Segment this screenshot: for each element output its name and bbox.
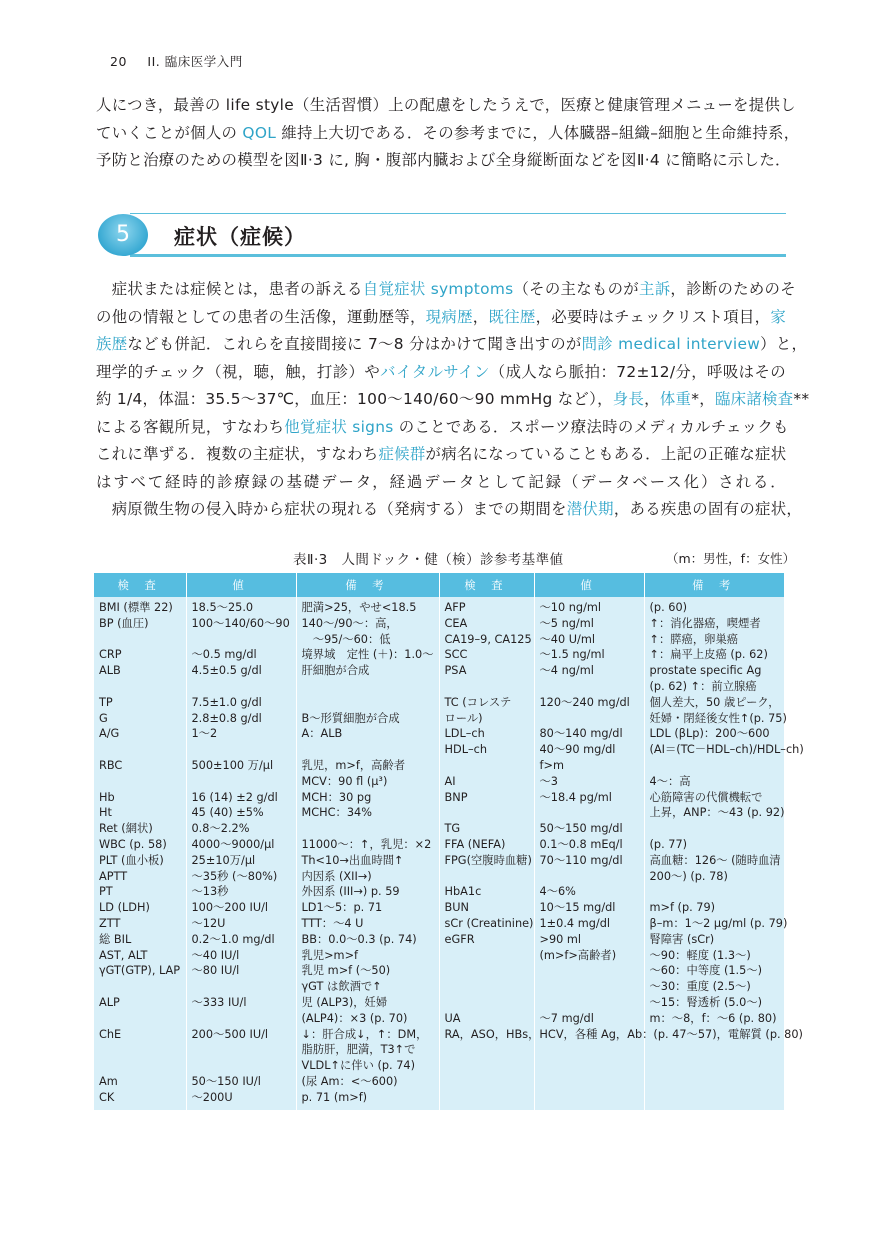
chapter-title: II. 臨床医学入門: [147, 54, 243, 69]
text-run: ，: [644, 390, 660, 408]
text-line: [96, 414, 789, 442]
table-legend-note: （m：男性，f：女性）: [666, 551, 796, 566]
highlighted-term: QOL: [242, 123, 277, 142]
body-paragraph: [96, 276, 810, 524]
text-line: [96, 359, 786, 387]
col-header-value-1: 値: [186, 573, 296, 597]
text-line: [96, 120, 800, 148]
text-run: （その主なものが: [513, 280, 639, 298]
col-header-remarks-2: 備 考: [644, 573, 784, 597]
text-run: 維持上大切である．その参考までに，人体臓器–組織–細胞と生命維持系，: [276, 123, 800, 142]
col-header-test-2: 検 査: [439, 573, 534, 597]
heading-top-rule: [130, 213, 786, 214]
highlighted-term: 他覚症状 signs: [284, 417, 394, 436]
highlighted-term: 症候群: [378, 445, 426, 463]
reference-values-table: [94, 573, 804, 1110]
running-header: [110, 52, 243, 70]
text-run: ，: [472, 307, 489, 326]
table-header-row: [94, 573, 784, 597]
remarks-right: (p. 60) ↑：消化器癌，喫煙者 ↑：膵癌，卵巣癌 ↑：扁平上皮癌 (p. 62) prostate specific Ag (p. 62) ↑：前立腺癌 個人差大，50 歳ピーク， 妊婦・閉経後女性↑(p. 75) LDL (βLp)：200～600 (AI＝(TC－HDL–ch)/HDL–ch) 4～：高 心筋障害の代償機転で 上昇，ANP：～43 (p. 92) (p. 77) 高血糖：126～ (随時血清 200～) (p. 78) m>f (p. 79) β–m：1～2 μg/ml (p. 79) 腎障害 (sCr) ～90：軽度 (1.3～) ～60：中等度 (1.5～) ～30：重度 (2.5～) ～15：腎透析 (5.0～) m：～8，f：～6 (p. 80): [649, 601, 804, 1025]
col-header-remarks-1: 備 考: [296, 573, 439, 597]
test-names-right: AFP CEA CA19–9, CA125 SCC PSA TC (コレステ ロール) LDL–ch HDL–ch AI BNP TG FFA (NEFA) FPG(空腹時血糖) HbA1c BUN sCr (Creatinine) eGFR UA RA，ASO，HBs，HCV，各種 Ag，Ab：(p. 47～57)，電解質 (p. 80): [439, 597, 534, 1110]
text-run: 人につき，最善の life style（生活習慣）上の配慮をしたうえで，医療と健康管理メニューを提供し: [96, 96, 796, 114]
text-run: 約 1/4，体温：35.5～37℃，血圧：100～140/60～90 mmHg など），: [96, 390, 613, 408]
text-line: [96, 276, 796, 304]
highlighted-term: 既往歴: [488, 307, 536, 326]
col-header-test-1: 検 査: [94, 573, 186, 597]
highlighted-term: 族歴: [96, 335, 128, 353]
section-number-badge: 5: [98, 214, 148, 256]
text-run: なども併記．これらを直接間接に 7～8 分はかけて聞き出すのが: [127, 335, 582, 353]
page-number: 20: [110, 54, 127, 69]
text-line: [96, 331, 808, 359]
text-line: [96, 441, 786, 469]
heading-bottom-rule: [130, 254, 786, 257]
values-right: ～10 ng/ml ～5 ng/ml ～40 U/ml ～1.5 ng/ml ～4 ng/ml 120～240 mg/dl 80～140 mg/dl 40～90 mg/dl f>m ～3 ～18.4 pg/ml 50～150 mg/dl 0.1～0.8 mEq/l 70～110 mg/dl 4～6% 10～15 mg/dl 1±0.4 mg/dl >90 ml (m>f>高齢者) ～7 mg/dl: [534, 597, 644, 1110]
text-run: *，: [691, 390, 715, 408]
text-run: のことである．スポーツ療法時のメディカルチェックも: [393, 417, 789, 436]
values-left: 18.5～25.0 100～140/60～90 ～0.5 mg/dl 4.5±0.5 g/dl 7.5±1.0 g/dl 2.8±0.8 g/dl 1～2 500±100 万/μl 16 (14) ±2 g/dl 45 (40) ±5% 0.8～2.2% 4000～9000/μl 25±10万/μl ～35秒 (～80%) ～13秒 100～200 IU/l ～12U 0.2～1.0 mg/dl ～40 IU/l ～80 IU/l ～333 IU/l 200～500 IU/l 50～150 IU/l ～200U: [186, 597, 296, 1110]
text-run: **: [793, 390, 810, 408]
text-run: ，診断のためのそ: [670, 280, 796, 298]
text-run: これに準ずる．複数の主症状，すなわち: [96, 445, 379, 463]
table-caption: 表Ⅱ·3 人間ドック・健（検）診参考基準値: [293, 552, 564, 568]
remarks-left: 肥満>25，やせ<18.5 140～/90～：高， ～95/～60：低 境界域 定性 (＋)：1.0～ 肝細胞が合成 B～形質細胞が合成 A：ALB 乳児，m>f，高齢者 MCV：90 fl (μ³) MCH：30 pg MCHC：34% 11000～：↑，乳児：×2 Th<10→出血時間↑ 内因系 (XII→) 外因系 (III→) p. 59 LD1～5：p. 71 TTT：～4 U BB：0.0～0.3 (p. 74) 乳児>m>f 乳児 m>f (～50) γGT は飲酒で↑ 児 (ALP3)，妊婦 (ALP4)：×3 (p. 70) ↓：肝合成↓，↑：DM， 脂肪肝，肥満，T3↑で VLDL↑に伴い (p. 74) (尿 Am：<～600) p. 71 (m>f): [296, 597, 439, 1110]
text-run: はすべて経時的診療録の基礎データ，経過データとして記録（データベース化）される．: [96, 472, 786, 491]
text-run: ていくことが個人の: [96, 123, 243, 142]
text-line: [96, 304, 786, 332]
col-header-value-2: 値: [534, 573, 644, 597]
highlighted-term: 主訴: [639, 280, 671, 298]
highlighted-term: 現病歴: [425, 307, 473, 326]
highlighted-term: 身長: [612, 390, 645, 408]
text-run: の他の情報としての患者の生活像，運動歴等，: [96, 307, 426, 326]
text-run: ，ある疾患の固有の症状，: [613, 500, 803, 518]
text-run: 病原微生物の侵入時から症状の現れる（発病する）までの期間を: [96, 500, 567, 518]
text-line: [96, 386, 810, 414]
text-run: 症状または症候とは，患者の訴える: [96, 280, 363, 298]
text-line: [96, 147, 791, 175]
text-run: （成人なら脈拍：72±12/分，呼吸はその: [489, 362, 786, 381]
section-heading: [96, 212, 786, 262]
text-line: [96, 92, 796, 120]
text-run: が病名になっていることもある．上記の正確な症状: [425, 445, 787, 463]
table-row: [94, 597, 784, 1110]
text-run: ，必要時はチェックリスト項目，: [535, 307, 771, 326]
highlighted-term: 問診 medical interview: [581, 335, 761, 353]
intro-paragraph: [96, 92, 800, 175]
test-names-left: BMI (標準 22) BP (血圧) CRP ALB TP G A/G RBC Hb Ht Ret (網状) WBC (p. 58) PLT (血小板) APTT PT LD (LDH) ZTT 総 BIL AST, ALT γGT(GTP), LAP ALP ChE Am CK: [94, 597, 186, 1110]
highlighted-term: 臨床諸検査: [714, 390, 794, 408]
highlighted-term: バイタルサイン: [380, 362, 490, 381]
text-run: による客観所見，すなわち: [96, 417, 285, 436]
section-title: 症状（症候）: [174, 225, 306, 249]
highlighted-term: 潜伏期: [566, 500, 614, 518]
highlighted-term: 体重: [659, 390, 692, 408]
text-line: [96, 496, 803, 524]
highlighted-term: 家: [770, 307, 787, 326]
text-run: ）と，: [760, 335, 808, 353]
text-run: 予防と治療のための模型を図Ⅱ·3 に, 胸・腹部内臓および全身縦断面などを図Ⅱ·4 に簡略に示した．: [96, 151, 791, 169]
highlighted-term: 自覚症状 symptoms: [362, 280, 514, 298]
text-run: 理学的チェック（視，聴，触，打診）や: [96, 362, 381, 381]
text-line: [96, 469, 786, 497]
